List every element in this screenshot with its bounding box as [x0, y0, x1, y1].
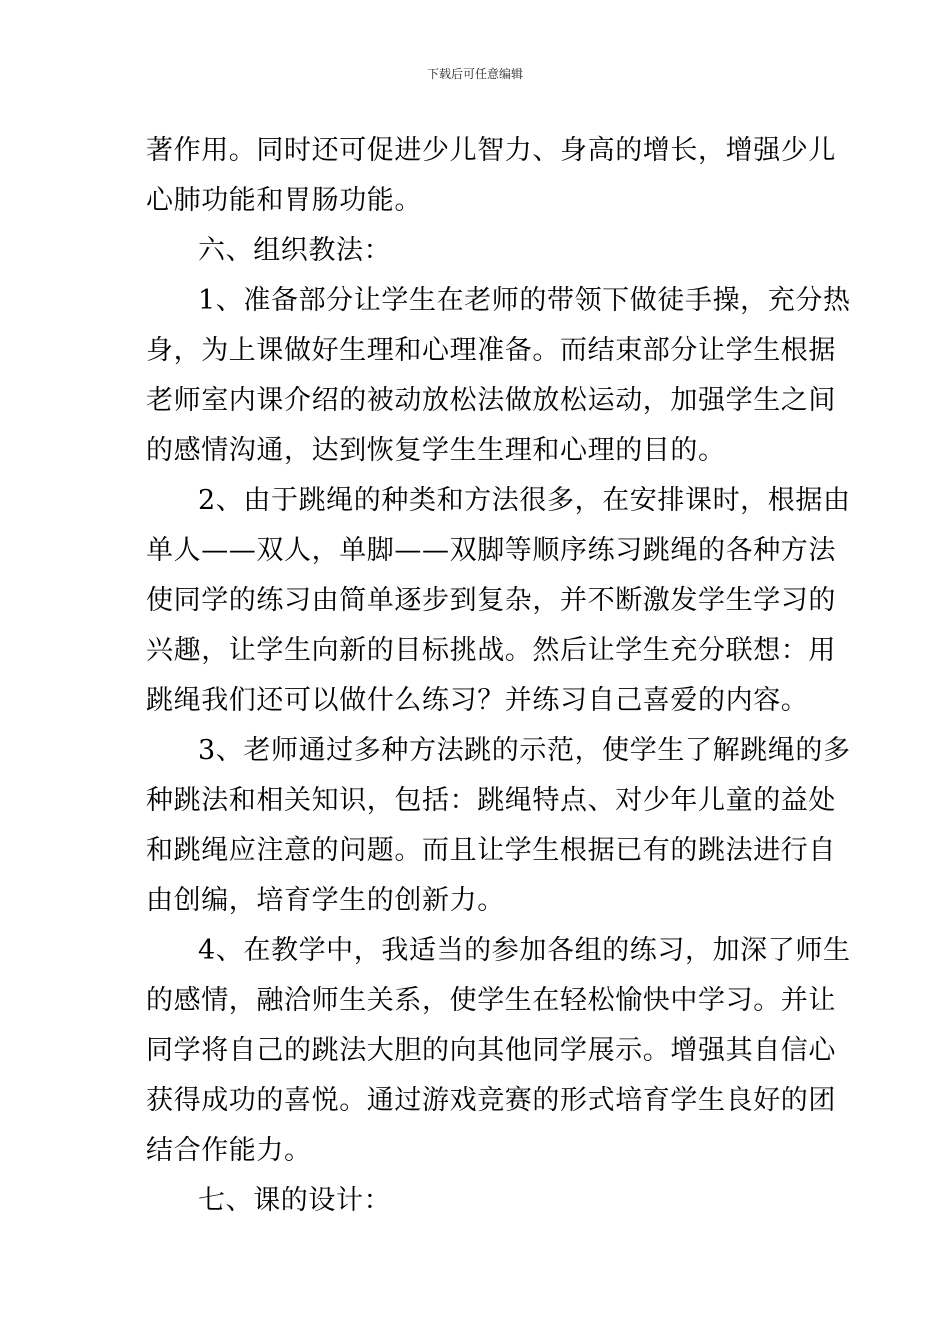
- text-line: 同学将自己的跳法大胆的向其他同学展示。增强其自信心: [146, 1035, 836, 1066]
- text-line: 心肺功能和胃肠功能。: [146, 185, 422, 216]
- text-line: 著作用。同时还可促进少儿智力、身高的增长，增强少儿: [146, 135, 836, 166]
- page-header: 下载后可任意编辑: [426, 67, 523, 81]
- text-line: 由创编，培育学生的创新力。: [146, 885, 505, 916]
- paragraph-start: 2、由于跳绳的种类和方法很多，在安排课时，根据由: [198, 485, 851, 516]
- section-heading: 六、组织教法：: [198, 235, 392, 266]
- text-line: 获得成功的喜悦。通过游戏竞赛的形式培育学生良好的团: [146, 1085, 836, 1116]
- text-line: 的感情沟通，达到恢复学生生理和心理的目的。: [146, 435, 726, 466]
- text-line: 使同学的练习由简单逐步到复杂，并不断激发学生学习的: [146, 585, 836, 616]
- paragraph-start: 1、准备部分让学生在老师的带领下做徒手操，充分热: [198, 285, 851, 316]
- paragraph-start: 4、在教学中，我适当的参加各组的练习，加深了师生: [198, 935, 851, 966]
- text-line: 结合作能力。: [146, 1135, 312, 1166]
- text-line: 的感情，融洽师生关系，使学生在轻松愉快中学习。并让: [146, 985, 836, 1016]
- text-line: 老师室内课介绍的被动放松法做放松运动，加强学生之间: [146, 385, 836, 416]
- text-line: 兴趣，让学生向新的目标挑战。然后让学生充分联想：用: [146, 635, 836, 666]
- text-line: 身，为上课做好生理和心理准备。而结束部分让学生根据: [146, 335, 836, 366]
- section-heading: 七、课的设计：: [198, 1185, 392, 1216]
- paragraph-start: 3、老师通过多种方法跳的示范，使学生了解跳绳的多: [198, 735, 851, 766]
- text-line: 和跳绳应注意的问题。而且让学生根据已有的跳法进行自: [146, 835, 836, 866]
- text-line: 跳绳我们还可以做什么练习？并练习自己喜爱的内容。: [146, 685, 809, 716]
- text-line: 单人——双人，单脚——双脚等顺序练习跳绳的各种方法: [146, 535, 836, 566]
- text-line: 种跳法和相关知识，包括：跳绳特点、对少年儿童的益处: [146, 785, 836, 816]
